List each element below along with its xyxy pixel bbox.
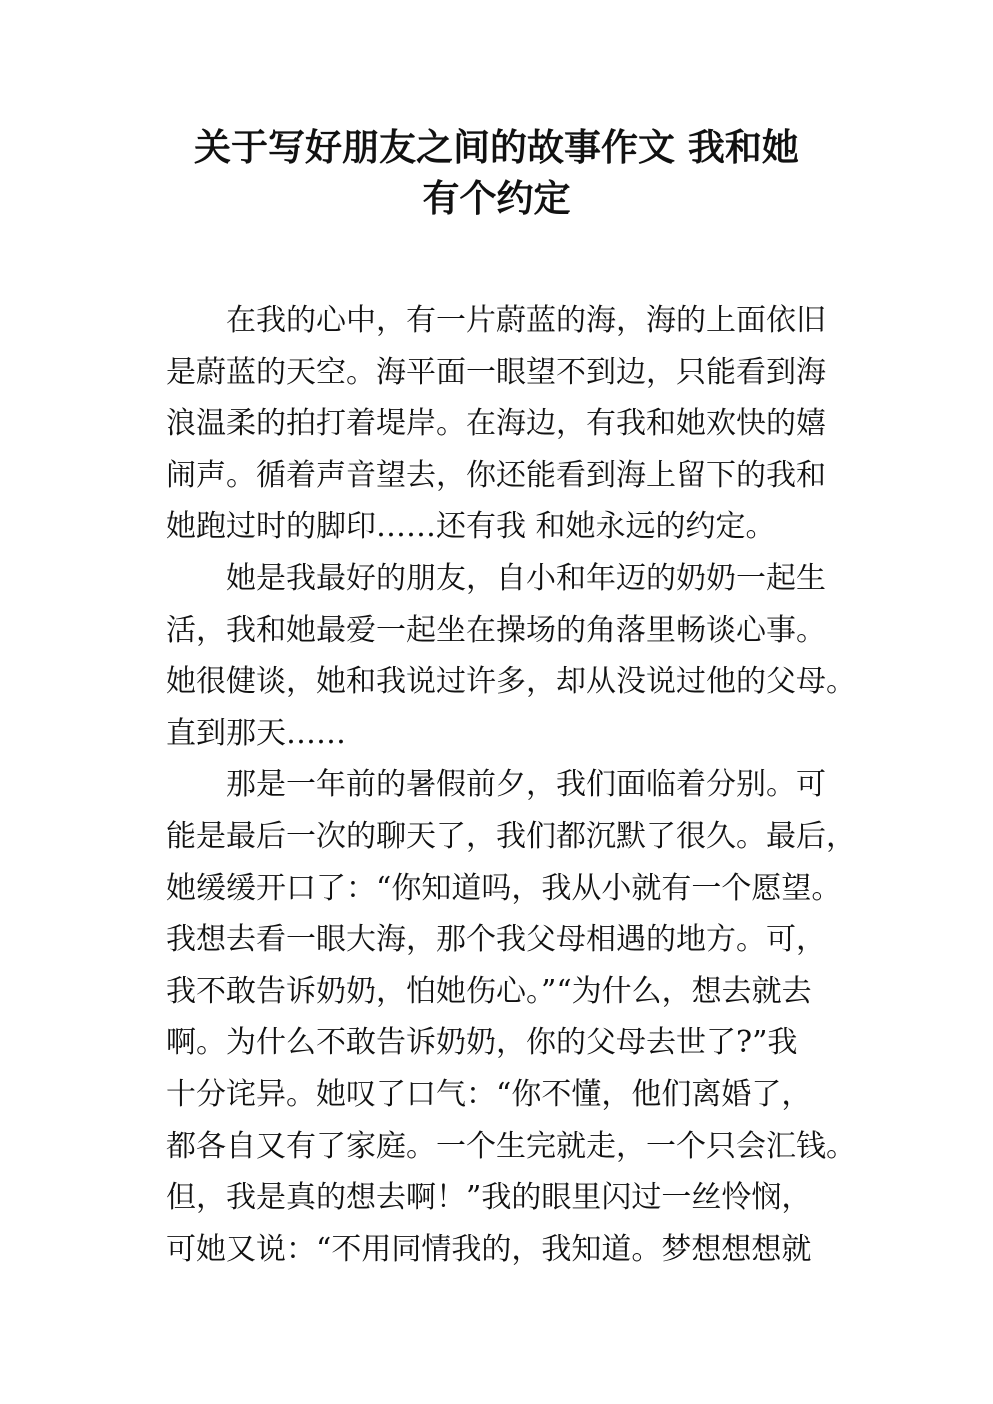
text-line: 都各自又有了家庭。一个生完就走，一个只会汇钱。 (166, 1128, 856, 1164)
text-line: 她是我最好的朋友，自小和年迈的奶奶一起生 (226, 560, 826, 596)
text-line: 她很健谈，她和我说过许多，却从没说过他的父母。 (166, 664, 856, 700)
text-line: 闹声。循着声音望去，你还能看到海上留下的我和 (166, 457, 826, 493)
paragraph-3 (166, 759, 856, 1275)
text-line: 十分诧异。她叹了口气：“你不懂，他们离婚了， (166, 1076, 812, 1112)
text-line: 直到那天…… (166, 715, 346, 751)
text-line: 浪温柔的拍打着堤岸。在海边，有我和她欢快的嬉 (166, 406, 826, 442)
text-line: 在我的心中，有一片蔚蓝的海，海的上面依旧 (226, 303, 826, 338)
text-line: 我想去看一眼大海，那个我父母相遇的地方。可， (166, 922, 826, 958)
text-line: 啊。为什么不敢告诉奶奶，你的父母去世了?”我 (166, 1025, 798, 1061)
document-title (0, 122, 993, 224)
paragraph-2 (166, 553, 856, 759)
paragraph-1 (166, 295, 846, 553)
text-line: 是蔚蓝的天空。海平面一眼望不到边，只能看到海 (166, 354, 826, 390)
text-line: 我不敢告诉奶奶，怕她伤心。”“为什么，想去就去 (166, 973, 812, 1009)
text-line: 活，我和她最爱一起坐在操场的角落里畅谈心事。 (166, 612, 826, 648)
title-line-2: 有个约定 (422, 177, 571, 220)
text-line: 但，我是真的想去啊！”我的眼里闪过一丝怜悯， (166, 1180, 812, 1216)
title-line-1: 关于写好朋友之间的故事作文 我和她 (194, 126, 799, 169)
document-body (166, 295, 856, 1275)
text-line: 可她又说：“不用同情我的，我知道。梦想想想就 (166, 1231, 812, 1267)
text-line: 她跑过时的脚印……还有我 和她永远的约定。 (166, 509, 776, 545)
text-line: 能是最后一次的聊天了，我们都沉默了很久。最后， (166, 818, 856, 854)
text-line: 她缓缓开口了：“你知道吗，我从小就有一个愿望。 (166, 870, 842, 906)
text-line: 那是一年前的暑假前夕，我们面临着分别。可 (226, 767, 826, 803)
